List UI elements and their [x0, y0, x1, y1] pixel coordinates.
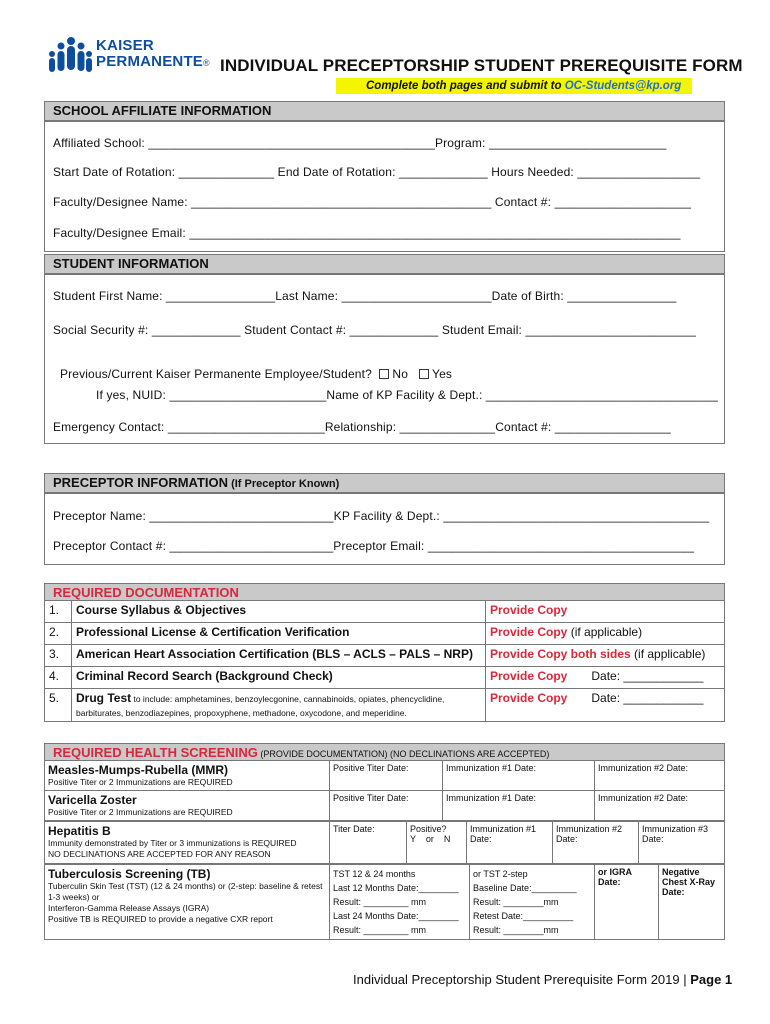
- kp-employee-label: Previous/Current Kaiser Permanente Employee/Student?: [59, 367, 376, 381]
- varicella-titer-date[interactable]: Positive Titer Date:: [330, 791, 443, 821]
- doc-number: 2.: [45, 623, 72, 645]
- tb-c1d: Last 24 Months Date:________: [333, 911, 459, 921]
- required-docs-table: [44, 600, 725, 722]
- no-label: No: [392, 367, 409, 381]
- footer: [353, 972, 732, 987]
- tb-label: Tuberculosis Screening (TB): [48, 867, 211, 881]
- doc-extra: (if applicable): [567, 625, 643, 639]
- mmr-row: [45, 761, 725, 791]
- doc-row: [45, 645, 725, 667]
- doc-item: [72, 623, 486, 645]
- tb-c1c: Result: _________ mm: [333, 897, 427, 907]
- doc-item: [72, 667, 486, 689]
- preceptor-section-heading: [44, 473, 725, 493]
- people-logo-icon: [44, 34, 94, 78]
- provide-copy-label: Provide Copy both sides: [490, 647, 631, 661]
- mmr-titer-date[interactable]: Positive Titer Date:: [330, 761, 443, 791]
- varicella-note: Positive Titer or 2 Immunizations are REQUIRED: [48, 807, 233, 817]
- tb-note3: Positive TB is REQUIRED to provide a negative CXR report: [48, 914, 273, 924]
- tb-note2: Interferon-Gamma Release Assays (IGRA): [48, 903, 210, 913]
- mmr-label: Measles-Mumps-Rubella (MMR): [48, 763, 229, 777]
- tb-c2d: Retest Date:__________: [473, 911, 574, 921]
- submit-email-link[interactable]: OC-Students@kp.org: [564, 80, 682, 92]
- doc-row: [45, 601, 725, 623]
- kaiser-logo: [44, 34, 210, 78]
- mmr-imm2-date[interactable]: Immunization #2 Date:: [595, 761, 725, 791]
- tb-c2c: Result: ________mm: [473, 897, 559, 907]
- kaiser-wordmark: [96, 38, 210, 71]
- hepb-note2: NO DECLINATIONS ARE ACCEPTED FOR ANY REASON: [48, 849, 271, 859]
- tb-c2b: Baseline Date:_________: [473, 883, 577, 893]
- tb-c2a: or TST 2-step: [473, 869, 528, 879]
- doc-item: [72, 601, 486, 623]
- varicella-label: Varicella Zoster: [48, 793, 137, 807]
- tb-c1b: Last 12 Months Date:________: [333, 883, 459, 893]
- tb-row: [45, 865, 725, 940]
- student-contact-field[interactable]: Social Security #: _____________ Student Contact #: _____________ Student Email: _________________________: [53, 323, 697, 337]
- preceptor-heading-text: PRECEPTOR INFORMATION: [53, 475, 229, 490]
- emergency-contact-field[interactable]: Emergency Contact: _______________________Relationship: ______________Contact #: _________________: [53, 420, 671, 434]
- doc-item-label: Drug Test: [76, 691, 132, 705]
- tb-tst-2step[interactable]: [470, 865, 595, 940]
- provide-copy-label: Provide Copy: [490, 669, 568, 683]
- tb-c1e: Result: _________ mm: [333, 925, 427, 935]
- affiliated-school-field[interactable]: Affiliated School: __________________________________________Program: __________________________: [53, 136, 667, 150]
- mmr-imm1-date[interactable]: Immunization #1 Date:: [443, 761, 595, 791]
- doc-number: 4.: [45, 667, 72, 689]
- hepb-titer-date[interactable]: Titer Date:: [330, 822, 407, 864]
- page-number: Page 1: [690, 972, 733, 987]
- hepb-positive[interactable]: [407, 822, 467, 864]
- provide-copy-label: Provide Copy: [490, 691, 568, 705]
- mmr-note: Positive Titer or 2 Immunizations are REQUIRED: [48, 777, 233, 787]
- faculty-email-field[interactable]: Faculty/Designee Email: ________________________________________________________________________: [53, 226, 681, 240]
- preceptor-name-field[interactable]: Preceptor Name: ___________________________KP Facility & Dept.: _______________________________________: [53, 509, 710, 523]
- health-screening-heading: [44, 743, 725, 761]
- provide-copy-label: Provide Copy: [490, 603, 568, 617]
- doc-number: 3.: [45, 645, 72, 667]
- tb-igra-date[interactable]: or IGRA Date:: [595, 865, 659, 940]
- varicella-imm1-date[interactable]: Immunization #1 Date:: [443, 791, 595, 821]
- provide-copy-label: Provide Copy: [490, 625, 568, 639]
- doc-item: [72, 645, 486, 667]
- hepb-imm3-date[interactable]: Immunization #3 Date:: [639, 822, 725, 864]
- doc-extra: Date: ____________: [591, 669, 704, 683]
- brand-mark: ®: [203, 58, 210, 68]
- doc-action[interactable]: [486, 689, 725, 722]
- preceptor-section: [44, 493, 725, 565]
- doc-action[interactable]: [486, 601, 725, 623]
- doc-item-label: Professional License & Certification Verification: [76, 625, 350, 639]
- doc-number: 5.: [45, 689, 72, 722]
- hepb-imm2-date[interactable]: Immunization #2 Date:: [553, 822, 639, 864]
- footer-text: Individual Preceptorship Student Prerequisite Form 2019 |: [353, 972, 691, 987]
- doc-row: [45, 667, 725, 689]
- doc-item-label: Course Syllabus & Objectives: [76, 603, 247, 617]
- hepb-label: Hepatitis B: [48, 824, 111, 838]
- doc-item: [72, 689, 486, 722]
- varicella-row: [45, 791, 725, 821]
- tb-tst-annual[interactable]: [330, 865, 470, 940]
- hepb-positive-label: Positive?: [410, 824, 447, 834]
- doc-extra: (if applicable): [630, 647, 706, 661]
- doc-extra: Date: ____________: [591, 691, 704, 705]
- subtitle-banner: [336, 78, 692, 94]
- doc-action[interactable]: [486, 623, 725, 645]
- doc-item-note: to include: amphetamines, benzoylecgonine, cannabinoids, opiates, phencyclidine, barbiturates, benzodiazepines, propoxyphene, methadone, oxycodone, and meperidine.: [76, 694, 445, 718]
- hepb-row: [45, 822, 725, 864]
- brand-line2: PERMANENTE: [96, 53, 204, 70]
- health-heading-text: REQUIRED HEALTH SCREENING: [53, 745, 258, 760]
- doc-item-label: American Heart Association Certification (BLS – ACLS – PALS – NRP): [76, 647, 473, 661]
- hepb-yn: Y or N: [410, 834, 451, 844]
- tb-c2e: Result: ________mm: [473, 925, 559, 935]
- faculty-name-field[interactable]: Faculty/Designee Name: ____________________________________________ Contact #: ____________________: [53, 195, 692, 209]
- yes-checkbox[interactable]: [419, 369, 429, 379]
- doc-row: [45, 623, 725, 645]
- doc-number: 1.: [45, 601, 72, 623]
- tb-note1: Tuberculin Skin Test (TST) (12 & 24 months) or (2-step: baseline & retest 1-3 weeks) or: [48, 881, 323, 902]
- health-screening-table: [44, 760, 725, 940]
- doc-row: [45, 689, 725, 722]
- subtitle-text: Complete both pages and submit to: [366, 80, 565, 92]
- doc-item-label: Criminal Record Search (Background Check): [76, 669, 333, 683]
- page-title: INDIVIDUAL PRECEPTORSHIP STUDENT PREREQUISITE FORM: [220, 56, 743, 75]
- nuid-field[interactable]: If yes, NUID: _______________________Name of KP Facility & Dept.: __________________________________: [96, 388, 718, 402]
- yes-label: Yes: [432, 367, 453, 381]
- brand-line1: KAISER: [96, 37, 154, 54]
- health-heading-note: (PROVIDE DOCUMENTATION) (NO DECLINATIONS ARE ACCEPTED): [257, 749, 550, 759]
- varicella-imm2-date[interactable]: Immunization #2 Date:: [595, 791, 725, 821]
- tb-c1a: TST 12 & 24 months: [333, 869, 416, 879]
- preceptor-contact-field[interactable]: Preceptor Contact #: ________________________Preceptor Email: _______________________________________: [53, 539, 695, 553]
- no-checkbox[interactable]: [379, 369, 389, 379]
- hepb-imm1-date[interactable]: Immunization #1 Date:: [467, 822, 553, 864]
- student-section-heading: STUDENT INFORMATION: [44, 254, 725, 274]
- required-docs-heading: REQUIRED DOCUMENTATION: [44, 583, 725, 601]
- preceptor-heading-note: (If Preceptor Known): [228, 478, 340, 490]
- tb-cxr-date[interactable]: Negative Chest X-Ray Date:: [659, 865, 725, 940]
- doc-action[interactable]: [486, 645, 725, 667]
- school-section-heading: SCHOOL AFFILIATE INFORMATION: [44, 101, 725, 121]
- kp-employee-question: [53, 353, 452, 381]
- hepb-note1: Immunity demonstrated by Titer or 3 immunizations is REQUIRED: [48, 838, 297, 848]
- doc-action[interactable]: [486, 667, 725, 689]
- rotation-dates-field[interactable]: Start Date of Rotation: ______________ End Date of Rotation: _____________ Hours Needed: __________________: [53, 165, 701, 179]
- student-name-field[interactable]: Student First Name: ________________Last Name: ______________________Date of Birth: ________________: [53, 289, 677, 303]
